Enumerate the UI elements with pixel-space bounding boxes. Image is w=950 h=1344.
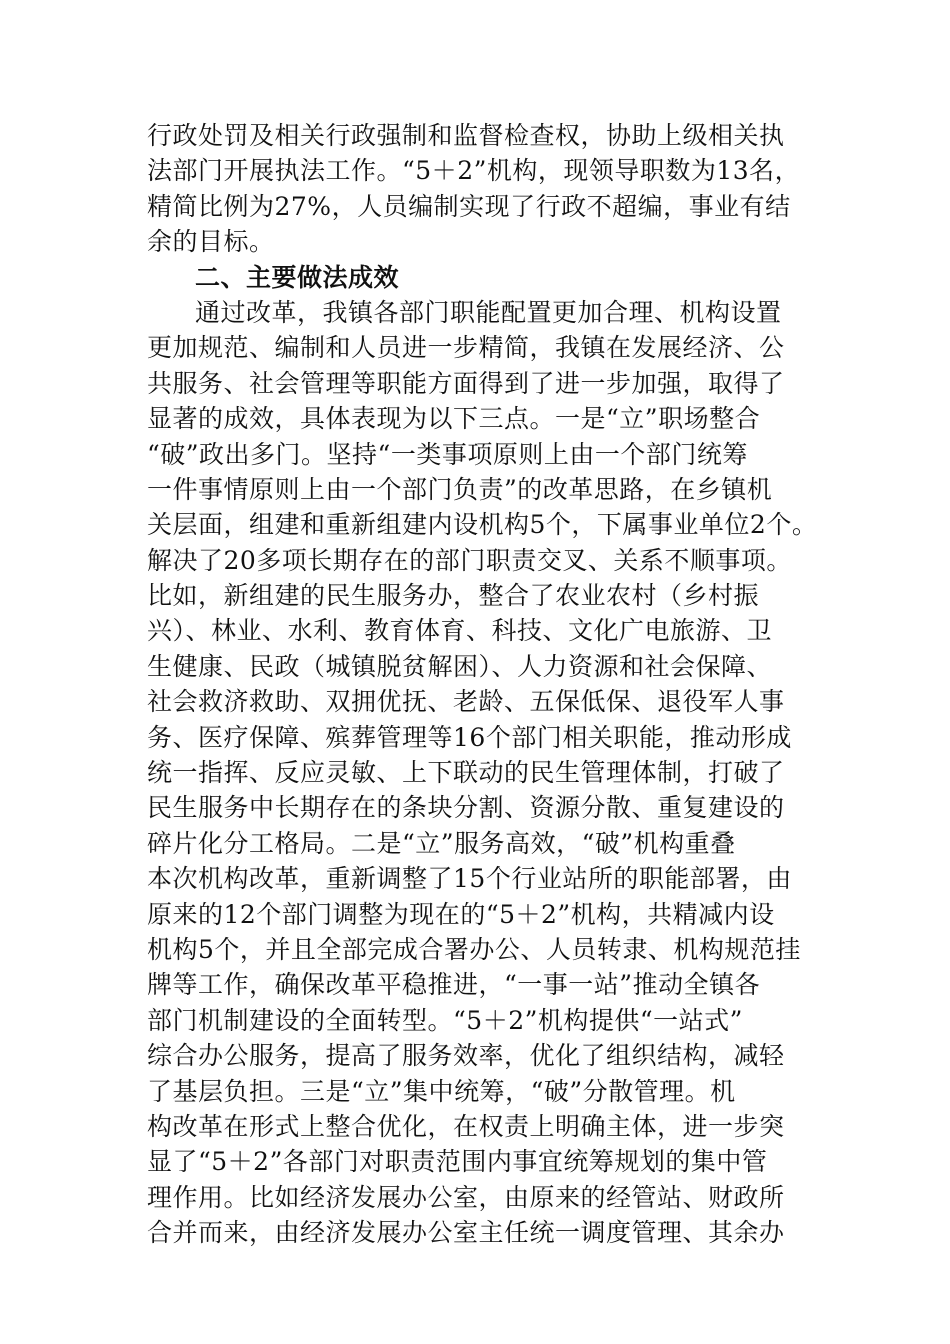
- text-line: 兴）、林业、水利、教育体育、科技、文化广电旅游、卫: [147, 616, 773, 646]
- text-line: 理作用。比如经济发展办公室，由原来的经管站、财政所: [147, 1182, 785, 1212]
- text-line: 显了“5＋2”各部门对职责范围内事宜统筹规划的集中管: [147, 1147, 768, 1177]
- text-line: 综合办公服务，提高了服务效率，优化了组织结构，减轻: [147, 1041, 785, 1071]
- text-line: 法部门开展执法工作。“5＋2”机构，现领导职数为13名，: [147, 156, 801, 186]
- text-line: 共服务、社会管理等职能方面得到了进一步加强，取得了: [147, 368, 785, 398]
- text-line: 余的目标。: [147, 227, 275, 257]
- text-line: 牌等工作，确保改革平稳推进，“一事一站”推动全镇各: [147, 970, 761, 1000]
- text-line: 一件事情原则上由一个部门负责”的改革思路，在乡镇机: [147, 474, 773, 504]
- text-line: 碎片化分工格局。二是“立”服务高效，“破”机构重叠: [147, 828, 736, 858]
- text-line: 行政处罚及相关行政强制和监督检查权，协助上级相关执: [147, 121, 785, 150]
- body-text: [147, 118, 818, 1251]
- text-line: 部门机制建设的全面转型。“5＋2”机构提供“一站式”: [147, 1005, 743, 1035]
- text-line: 更加规范、编制和人员进一步精简，我镇在发展经济、公: [147, 333, 785, 363]
- text-line: 比如，新组建的民生服务办，整合了农业农村（乡村振: [147, 581, 760, 611]
- text-line: 合并而来，由经济发展办公室主任统一调度管理、其余办: [147, 1218, 785, 1248]
- text-line: 统一指挥、反应灵敏、上下联动的民生管理体制，打破了: [147, 758, 785, 788]
- text-line: 原来的12个部门调整为现在的“5＋2”机构，共精减内设: [147, 899, 775, 929]
- text-line: 本次机构改革，重新调整了15个行业站所的职能部署，由: [147, 864, 792, 894]
- text-line: 机构5个，并且全部完成合署办公、人员转隶、机构规范挂: [147, 934, 801, 964]
- text-line: 精简比例为27%，人员编制实现了行政不超编，事业有结: [147, 191, 791, 221]
- text-line: 解决了20多项长期存在的部门职责交叉、关系不顺事项。: [147, 545, 792, 575]
- section-heading: 二、主要做法成效: [195, 262, 400, 292]
- text-line: 社会救济救助、双拥优抚、老龄、五保低保、退役军人事: [147, 687, 785, 717]
- text-line: 生健康、民政（城镇脱贫解困）、人力资源和社会保障、: [147, 651, 773, 681]
- text-line: 了基层负担。三是“立”集中统筹，“破”分散管理。机: [147, 1076, 736, 1106]
- paragraph-first-line: 通过改革，我镇各部门职能配置更加合理、机构设置: [195, 297, 782, 327]
- text-line: 民生服务中长期存在的条块分割、资源分散、重复建设的: [147, 793, 785, 823]
- text-line: 务、医疗保障、殡葬管理等16个部门相关职能，推动形成: [147, 722, 792, 752]
- text-line: 构改革在形式上整合优化，在权责上明确主体，进一步突: [147, 1111, 785, 1141]
- text-line: 显著的成效，具体表现为以下三点。一是“立”职场整合: [147, 404, 761, 434]
- text-line: “破”政出多门。坚持“一类事项原则上由一个部门统筹: [147, 439, 748, 469]
- text-line: 关层面，组建和重新组建内设机构5个，下属事业单位2个。: [147, 510, 818, 540]
